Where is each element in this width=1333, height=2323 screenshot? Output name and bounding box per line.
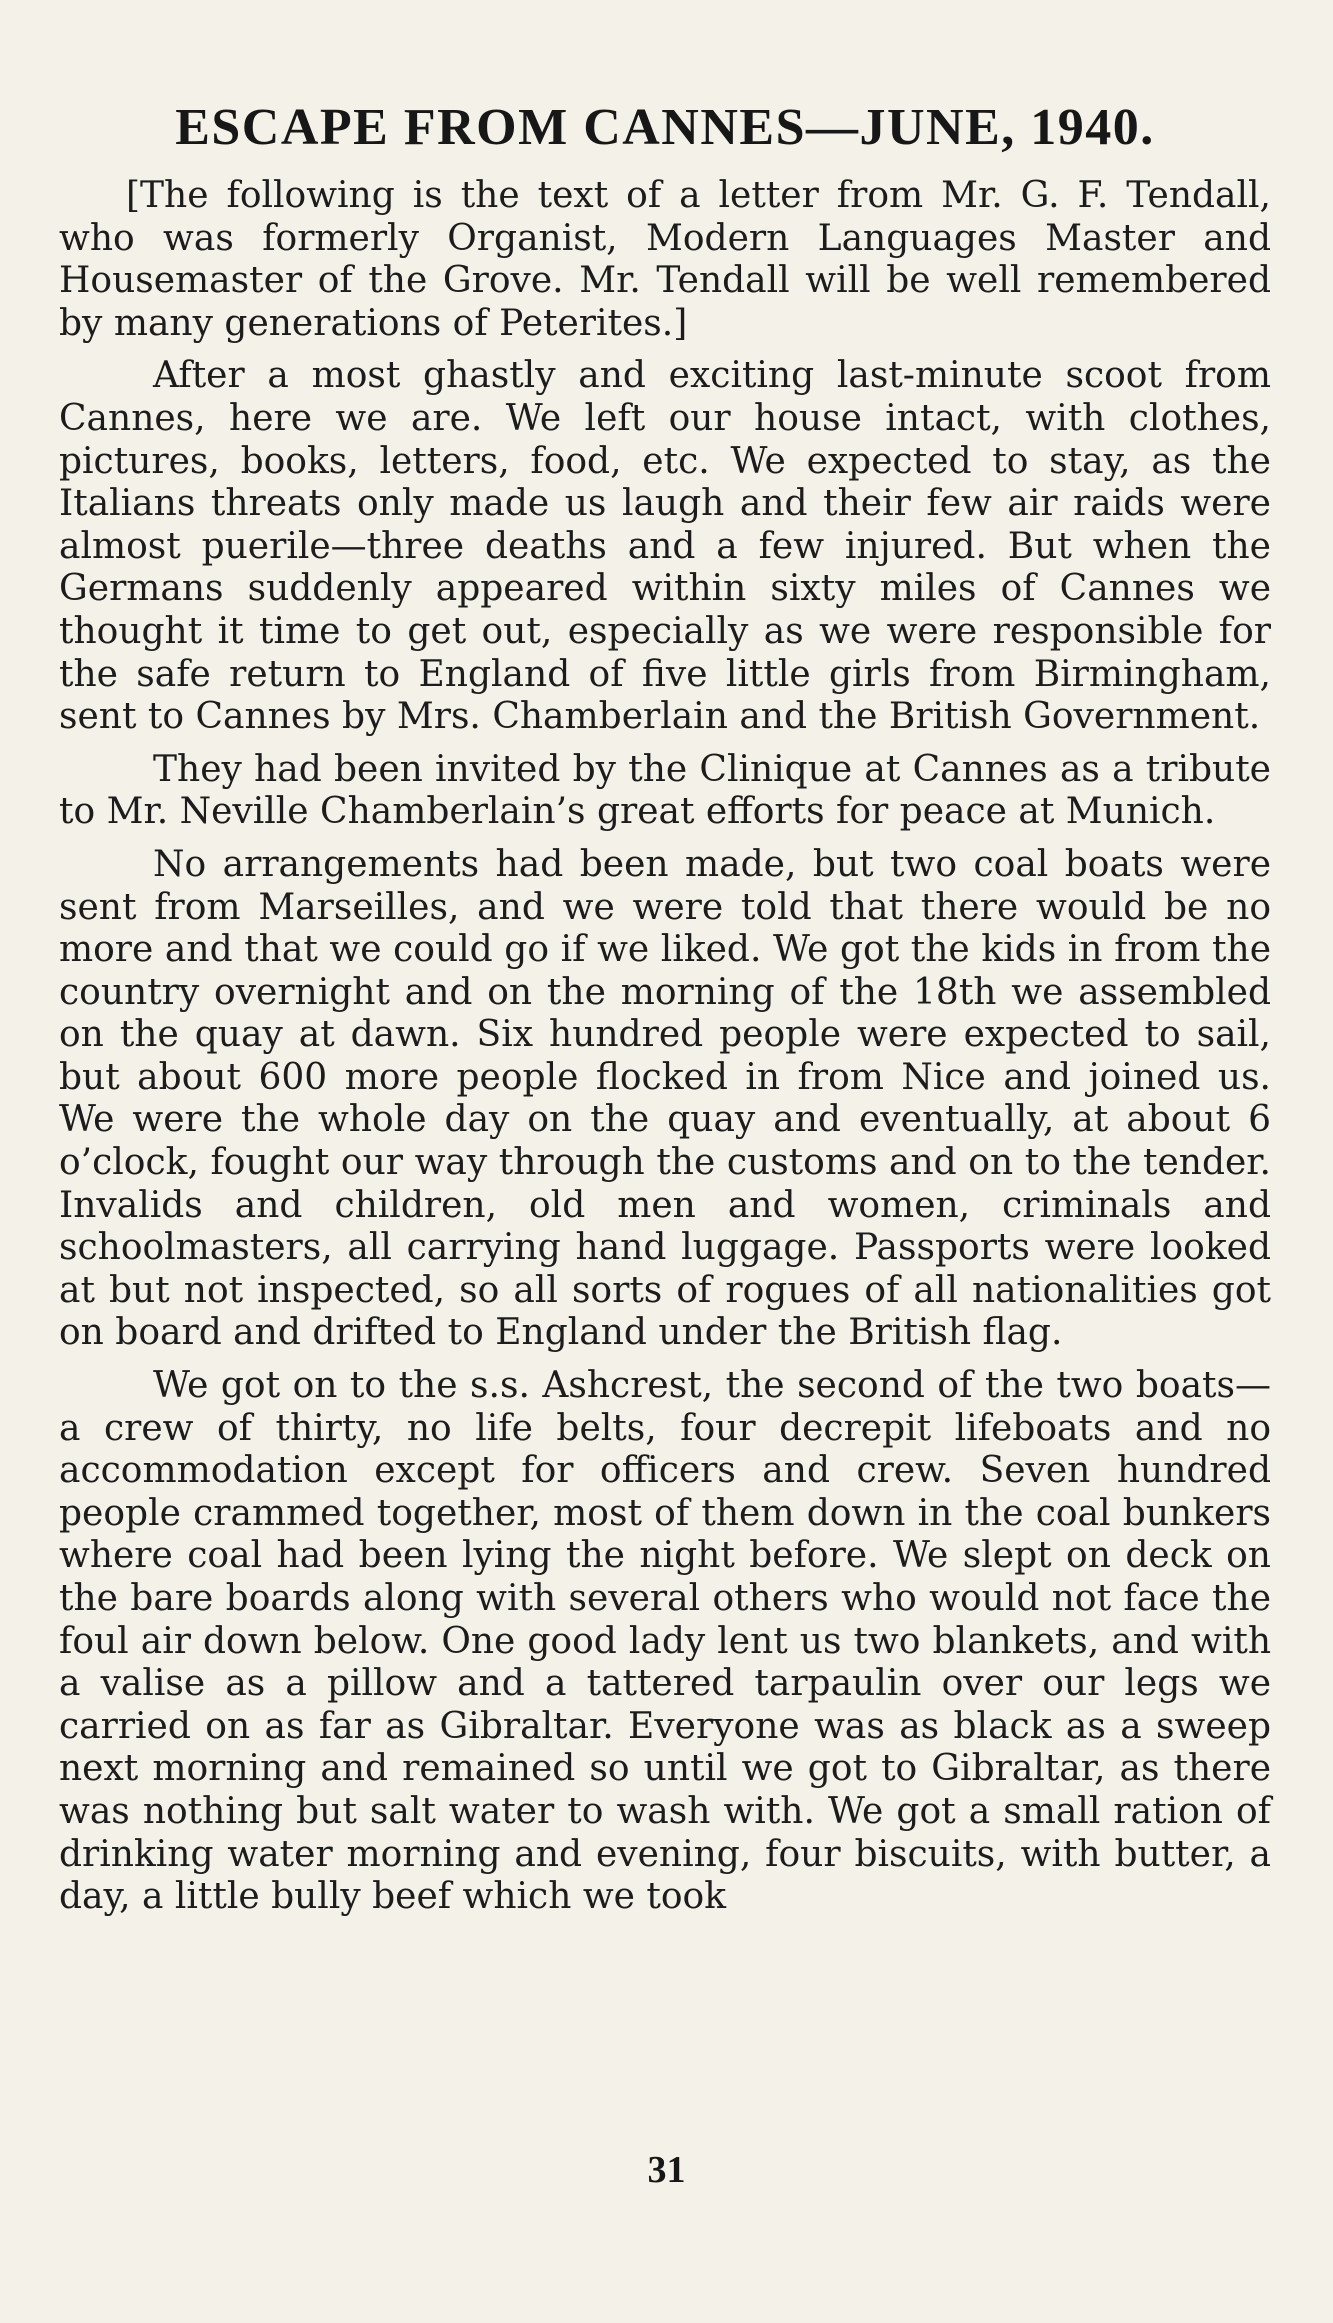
body-paragraph: We got on to the s.s. Ashcrest, the second of the two boats—a crew of thirty, no life belts, four decrepit lifeboats and no accommodation except for officers and crew. Seven hundred people crammed together, most of them down in the coal bunkers where coal had been lying the night before. We slept on deck on the bare boards along with several others who would not face the foul air down below. One good lady lent us two blankets, and with a valise as a pillow and a tattered tarpaulin over our legs we carried on as far as Gibraltar. Everyone was as black as a sweep next morning and remained so until we got to Gibraltar, as there was nothing but salt water to wash with. We got a small ration of drinking water morning and evening, four biscuits, with butter, a day, a little bully beef which we took [59, 1365, 1271, 1918]
document-body [59, 95, 1271, 1929]
body-paragraph: They had been invited by the Clinique at Cannes as a tribute to Mr. Neville Chamberlain’s great efforts for peace at Munich. [59, 748, 1271, 833]
body-paragraph: No arrangements had been made, but two coal boats were sent from Marseilles, and we were told that there would be no more and that we could go if we liked. We got the kids in from the country overnight and on the morning of the 18th we assembled on the quay at dawn. Six hundred people were expected to sail, but about 600 more people flocked in from Nice and joined us. We were the whole day on the quay and eventually, at about 6 o’clock, fought our way through the customs and on to the tender. Invalids and children, old men and women, criminals and schoolmasters, all carrying hand luggage. Passports were looked at but not inspected, so all sorts of rogues of all nationalities got on board and drifted to England under the British flag. [59, 843, 1271, 1354]
body-paragraph: After a most ghastly and exciting last-minute scoot from Cannes, here we are. We left our house intact, with clothes, pictures, books, letters, food, etc. We expected to stay, as the Italians threats only made us laugh and their few air raids were almost puerile—three deaths and a few injured. But when the Germans suddenly appeared within sixty miles of Cannes we thought it time to get out, especially as we were responsible for the safe return to England of five little girls from Birmingham, sent to Cannes by Mrs. Chamberlain and the British Government. [59, 355, 1271, 738]
article-title: ESCAPE FROM CANNES—JUNE, 1940. [175, 99, 1155, 156]
page-number: 31 [647, 2149, 686, 2191]
intro-paragraph: [The following is the text of a letter from Mr. G. F. Tendall, who was formerly Organist, Modern Languages Master and Housemaster of the Grove. Mr. Tendall will be well remembered by many generations of Peterites.] [59, 175, 1271, 344]
